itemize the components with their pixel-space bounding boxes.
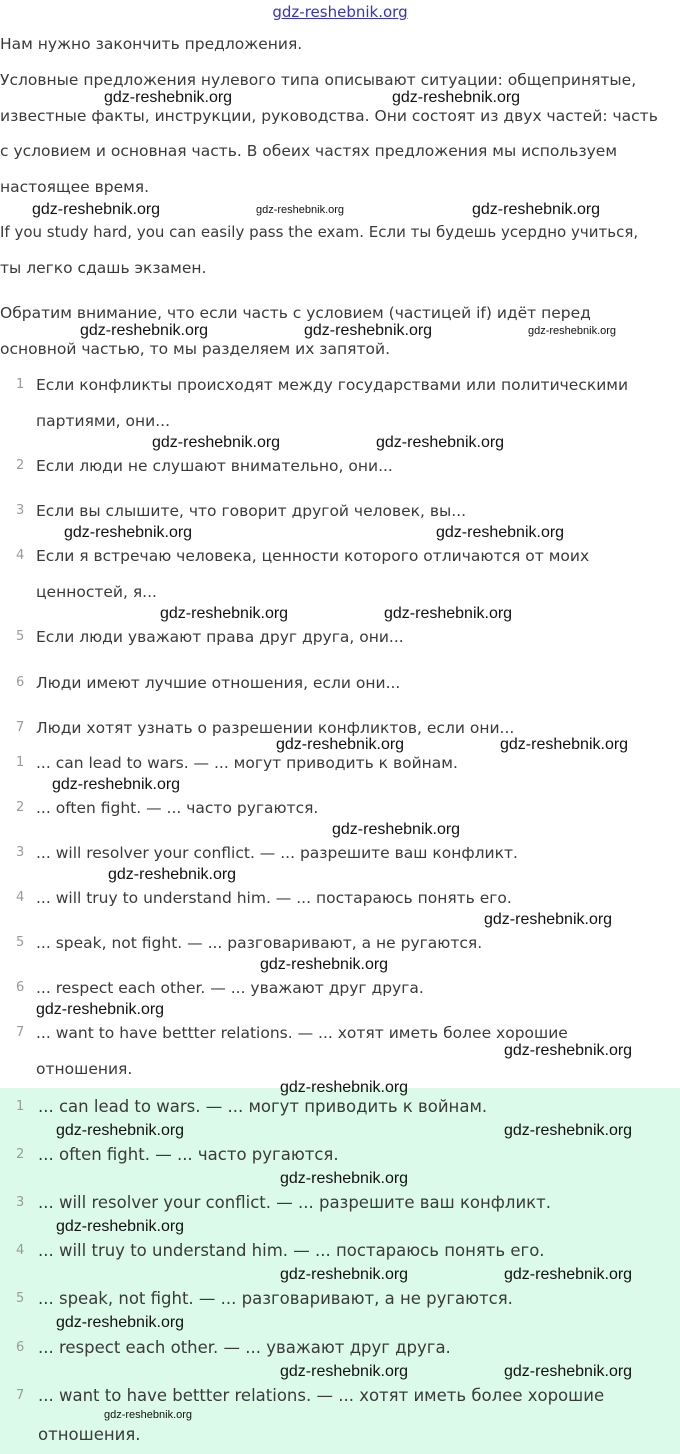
answer-item: ... often fight. — ... часто ругаются. (36, 799, 319, 817)
item-number: 2 (16, 458, 25, 473)
watermark: gdz-reshebnik.org (152, 434, 281, 451)
question-item: Люди хотят узнать о разрешении конфликтов, если они... (36, 719, 515, 737)
answer-item: ... will resolver your conflict. — ... разрешите ваш конфликт. (38, 1193, 552, 1212)
watermark: gdz-reshebnik.org (56, 1314, 185, 1331)
watermark: gdz-reshebnik.org (64, 524, 193, 541)
watermark: gdz-reshebnik.org (280, 1079, 409, 1096)
answer-item: ... want to have bettter relations. — ... хотят иметь более хорошие (38, 1386, 605, 1405)
answer-item: ... want to have bettter relations. — ... хотят иметь более хорошие (36, 1024, 568, 1042)
question-item: партиями, они... (36, 412, 170, 430)
watermark: gdz-reshebnik.org (436, 524, 565, 541)
watermark: gdz-reshebnik.org (472, 201, 601, 218)
intro-text: настоящее время. (0, 178, 150, 196)
item-number: 3 (16, 1195, 25, 1210)
watermark: gdz-reshebnik.org (160, 605, 289, 622)
item-number: 6 (16, 980, 25, 995)
item-number: 1 (16, 377, 25, 392)
watermark: gdz-reshebnik.org (260, 956, 389, 973)
item-number: 6 (16, 1340, 25, 1355)
watermark: gdz-reshebnik.org (36, 1001, 165, 1018)
watermark: gdz-reshebnik.org (504, 1122, 633, 1139)
item-number: 2 (16, 800, 25, 815)
question-item: Если я встречаю человека, ценности которого отличаются от моих (36, 547, 590, 565)
watermark: gdz-reshebnik.org (484, 911, 613, 928)
answer-item: ... can lead to wars. — ... могут приводить к войнам. (38, 1097, 488, 1116)
question-item: Если конфликты происходят между государствами или политическими (36, 376, 629, 394)
item-number: 7 (16, 720, 25, 735)
watermark: gdz-reshebnik.org (56, 1122, 185, 1139)
watermark: gdz-reshebnik.org (504, 1363, 633, 1380)
item-number: 3 (16, 503, 25, 518)
answer-item: ... can lead to wars. — ... могут приводить к войнам. (36, 754, 458, 772)
question-item: Люди имеют лучшие отношения, если они... (36, 674, 401, 692)
answer-item: отношения. (36, 1060, 133, 1078)
watermark: gdz-reshebnik.org (332, 821, 461, 838)
watermark: gdz-reshebnik.org (104, 89, 233, 106)
watermark: gdz-reshebnik.org (276, 736, 405, 753)
question-item: Если люди не слушают внимательно, они... (36, 457, 393, 475)
intro-text: Условные предложения нулевого типа описывают ситуации: общепринятые, (0, 71, 637, 89)
watermark: gdz-reshebnik.org (104, 1409, 193, 1421)
item-number: 1 (16, 1099, 25, 1114)
answer-item: ... will truy to understand him. — ... постараюсь понять его. (38, 1241, 545, 1260)
example-text: ты легко сдашь экзамен. (0, 259, 207, 277)
watermark: gdz-reshebnik.org (32, 201, 161, 218)
watermark-link[interactable]: gdz-reshebnik.org (272, 3, 408, 21)
watermark: gdz-reshebnik.org (256, 204, 345, 216)
answer-item: ... will resolver your conflict. — ... разрешите ваш конфликт. (36, 844, 518, 862)
item-number: 7 (16, 1388, 25, 1403)
watermark: gdz-reshebnik.org (80, 322, 209, 339)
watermark: gdz-reshebnik.org (500, 736, 629, 753)
item-number: 6 (16, 675, 25, 690)
item-number: 2 (16, 1147, 25, 1162)
answer-item: ... speak, not fight. — ... разговаривают, а не ругаются. (36, 934, 483, 952)
watermark: gdz-reshebnik.org (280, 1170, 409, 1187)
watermark: gdz-reshebnik.org (376, 434, 505, 451)
watermark: gdz-reshebnik.org (56, 1218, 185, 1235)
watermark: gdz-reshebnik.org (280, 1363, 409, 1380)
watermark: gdz-reshebnik.org (504, 1042, 633, 1059)
question-item: Если вы слышите, что говорит другой человек, вы... (36, 502, 467, 520)
item-number: 3 (16, 845, 25, 860)
watermark: gdz-reshebnik.org (392, 89, 521, 106)
watermark: gdz-reshebnik.org (52, 776, 181, 793)
item-number: 1 (16, 755, 25, 770)
watermark: gdz-reshebnik.org (108, 866, 237, 883)
watermark: gdz-reshebnik.org (384, 605, 513, 622)
answer-item: ... respect each other. — ... уважают друг друга. (38, 1338, 451, 1357)
intro-text: известные факты, инструкции, руководства. Они состоят из двух частей: часть (0, 107, 658, 125)
item-number: 5 (16, 1291, 25, 1306)
item-number: 7 (16, 1025, 25, 1040)
watermark: gdz-reshebnik.org (504, 1266, 633, 1283)
intro-text: с условием и основная часть. В обеих частях предложения мы используем (0, 142, 618, 160)
answer-item: ... will truy to understand him. — ... постараюсь понять его. (36, 889, 512, 907)
intro-text: Обратим внимание, что если часть с условием (частицей if) идёт перед (0, 304, 591, 322)
intro-text: Нам нужно закончить предложения. (0, 35, 303, 53)
watermark: gdz-reshebnik.org (528, 325, 617, 337)
intro-text: основной частью, то мы разделяем их запятой. (0, 340, 391, 358)
item-number: 4 (16, 890, 25, 905)
item-number: 4 (16, 548, 25, 563)
item-number: 4 (16, 1243, 25, 1258)
item-number: 5 (16, 935, 25, 950)
answer-item: ... speak, not fight. — ... разговаривают, а не ругаются. (38, 1289, 513, 1308)
example-text: If you study hard, you can easily pass the exam. Если ты будешь усердно учиться, (0, 223, 639, 241)
question-item: Если люди уважают права друг друга, они... (36, 628, 404, 646)
item-number: 5 (16, 629, 25, 644)
answer-item: ... often fight. — ... часто ругаются. (38, 1145, 339, 1164)
question-item: ценностей, я... (36, 583, 157, 601)
answer-item: ... respect each other. — ... уважают друг друга. (36, 979, 424, 997)
watermark: gdz-reshebnik.org (280, 1266, 409, 1283)
watermark: gdz-reshebnik.org (304, 322, 433, 339)
answer-item: отношения. (38, 1425, 141, 1444)
